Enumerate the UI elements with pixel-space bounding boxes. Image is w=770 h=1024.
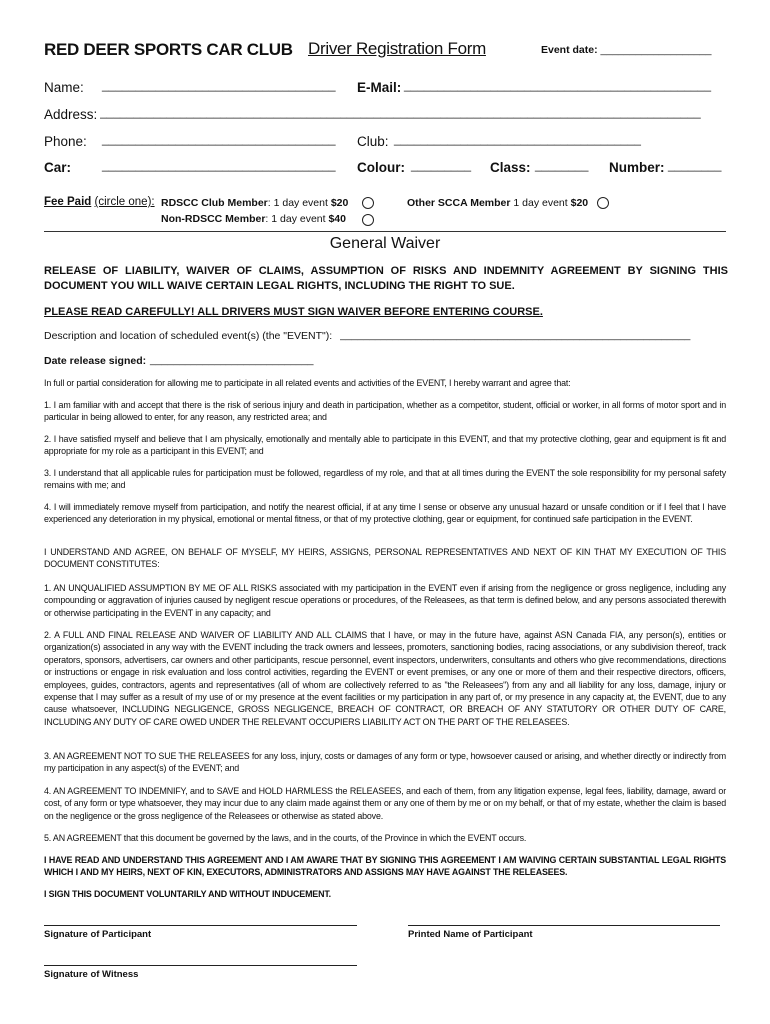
rdscc-option-text [161,197,348,209]
acknowledgement: I HAVE READ AND UNDERSTAND THIS AGREEMENT AND I AM AWARE THAT BY SIGNING THIS AGREEMENT I AM WAIVING CERTAIN SUBSTANTIAL LEGAL RIGHTS WHICH I AND MY HEIRS, NEXT OF KIN, EXECUTORS, ADMINISTRATORS AND ASSIGNS MAY HAVE AGAINST THE RELEASEES. [44,855,726,878]
name-label: Name: [44,80,84,95]
agreement-5: 5. AN AGREEMENT that this document be governed by the laws, and in the courts, of the Province in which the EVENT occurs. [44,833,527,843]
car-field[interactable]: ___________________________________ [102,158,336,172]
fee-paid-label [44,196,155,208]
class-label: Class: [490,160,531,175]
non-rdscc-detail: : 1 day event [265,213,326,225]
event-date-field[interactable] [541,44,711,56]
other-scca-detail: 1 day event [513,197,568,209]
car-label: Car: [44,160,72,175]
section-divider [44,231,726,232]
club-field[interactable]: _____________________________________ [394,132,641,146]
warranty-2: 2. I have satisfied myself and believe that I am physically, emotionally and mentally able to participate in this EVENT, and that my protective clothing, gear and equipment is fit and appropriate for my role as a participant in this EVENT; and [44,434,726,457]
read-carefully-notice: PLEASE READ CAREFULLY! ALL DRIVERS MUST SIGN WAIVER BEFORE ENTERING COURSE. [44,306,543,318]
class-field[interactable]: ________ [535,158,589,172]
rdscc-radio[interactable] [362,197,374,209]
printed-name-label: Printed Name of Participant [408,929,533,940]
colour-label: Colour: [357,160,405,175]
non-rdscc-price: $40 [328,213,346,225]
address-label: Address: [44,107,98,122]
name-field[interactable]: ___________________________________ [102,78,336,92]
warranty-1: 1. I am familiar with and accept that there is the risk of serious injury and death in participation, whether as a competitor, student, official or worker, in all forms of motor sport and in particular in being allowed to enter, for any reason, any restricted area; and [44,400,726,423]
description-field[interactable]: ____________________________________________________________ [340,329,691,341]
other-scca-option-text [407,197,588,209]
email-field[interactable]: ______________________________________________ [404,78,711,92]
warranty-4: 4. I will immediately remove myself from participation, and notify the nearest official, if at any time I sense or observe any unusual hazard or unsafe condition or if I feel that I have experienced any deterioration in my physical, emotional or mental fitness, or that of my protective clothing, gear or equipment, for continued safe participation in the EVENT. [44,502,726,525]
date-signed-field[interactable]: ____________________________ [150,354,314,366]
non-rdscc-option-text [161,213,346,225]
witness-signature-line[interactable] [44,965,357,966]
agreement-4: 4. AN AGREEMENT TO INDEMNIFY, and to SAVE and HOLD HARMLESS the RELEASEES, and each of them, from any litigation expense, legal fees, liability, damage, award or cost, of any form or type whatsoever, they may incur due to any claim made against them or any one of them by me or on my behalf, or that of my estate, whether the claim is based on the negligence or the gross negligence of the Releasees or otherwise as stated above. [44,786,726,821]
colour-field[interactable]: _________ [411,158,472,172]
form-title: Driver Registration Form [308,39,486,58]
club-name: RED DEER SPORTS CAR CLUB [44,40,293,59]
rdscc-label: RDSCC Club Member [161,197,268,209]
address-field[interactable]: __________________________________________________________________________________________ [100,105,701,119]
number-field[interactable]: ________ [668,158,722,172]
agreement-3: 3. AN AGREEMENT NOT TO SUE THE RELEASEES for any loss, injury, costs or damages of any form or type, howsoever caused or arising, and whether directly or indirectly from my participation in any aspect(s) of the EVENT; and [44,751,726,774]
voluntary-statement: I SIGN THIS DOCUMENT VOLUNTARILY AND WITHOUT INDUCEMENT. [44,889,331,899]
phone-label: Phone: [44,134,87,149]
date-signed-label: Date release signed: [44,355,147,367]
non-rdscc-radio[interactable] [362,214,374,226]
agreement-2: 2. A FULL AND FINAL RELEASE AND WAIVER OF LIABILITY AND ALL CLAIMS that I have, or may in the future have, against ASN Canada FIA, any person(s), entities or organization(s) associated in any way with the EVENT including the track owners and lessees, promoters, sanctioning bodies, racing associations, or any subdivision thereof, track operators, sponsors, advertisers, car owners and other participants, rescue personnel, event inspectors, underwriters, consultants and others who give recommendations, directions or instructions or engage in risk evaluation and loss control activities, regarding the EVENT or event premises, or any one or more of them and their respective directors, officers, employees, guides, contractors, agents and representatives (all of whom are collectively referred to as "the Releasees") from any and all liability for any loss, damage, injury or expense that I may suffer as a result of my use of or my presence at the event facilities or my participation in any part of, or my presence in any capacity at, the EVENT, due to any cause whatsoever, INCLUDING NEGLIGENCE, GROSS NEGLIGENCE, BREACH OF CONTRACT, OR BREACH OF ANY STATUTORY OR OTHER DUTY OF CARE, INCLUDING ANY DUTY OF CARE OWED UNDER THE RELEVANT OCCUPIERS LIABILITY ACT ON THE PART OF THE RELEASEES. [44,630,726,727]
agreement-1: 1. AN UNQUALIFIED ASSUMPTION BY ME OF ALL RISKS associated with my participation in the EVENT even if arising from the negligence or gross negligence, including any compounding or aggravation of injuries caused by negligent rescue operations or procedures, of the Releasees, as that term is defined below, and any persons associated therewith or otherwise participating in the EVENT in any capacity; and [44,583,726,618]
club-label: Club: [357,134,389,149]
phone-field[interactable]: ___________________________________ [102,132,336,146]
intro-paragraph: In full or partial consideration for allowing me to participate in all related events and activities of the EVENT, I hereby warrant and agree that: [44,378,571,388]
event-date-label: Event date: [541,44,598,56]
rdscc-price: $20 [330,197,349,209]
description-label: Description and location of scheduled event(s) (the "EVENT"): [44,330,333,342]
understand-paragraph: I UNDERSTAND AND AGREE, ON BEHALF OF MYSELF, MY HEIRS, ASSIGNS, PERSONAL REPRESENTATIVES AND NEXT OF KIN THAT MY EXECUTION OF THIS DOCUMENT CONSTITUTES: [44,547,726,570]
fee-paid-text: Fee Paid [44,196,92,208]
number-label: Number: [609,160,665,175]
participant-signature-label: Signature of Participant [44,929,152,940]
other-scca-radio[interactable] [597,197,609,209]
witness-signature-label: Signature of Witness [44,969,139,980]
release-heading: RELEASE OF LIABILITY, WAIVER OF CLAIMS, ASSUMPTION OF RISKS AND INDEMNITY AGREEMENT BY SIGNING THIS DOCUMENT YOU WILL WAIVE CERTAIN LEGAL RIGHTS, INCLUDING THE RIGHT TO SUE. [44,265,728,292]
rdscc-detail: : 1 day event [267,197,328,209]
warranty-3: 3. I understand that all applicable rules for participation must be followed, regardless of my role, and that at all times during the EVENT the sole responsibility for my personal safety remains with me; and [44,468,726,491]
other-scca-label: Other SCCA Member [407,197,511,209]
circle-one-text: (circle one): [94,196,155,208]
other-scca-price: $20 [570,197,589,209]
event-date-blank[interactable]: ___________________ [600,44,712,56]
participant-signature-line[interactable] [44,925,357,926]
waiver-title: General Waiver [329,235,441,252]
printed-name-line[interactable] [408,925,720,926]
email-label: E-Mail: [357,80,402,95]
non-rdscc-label: Non-RDSCC Member [161,213,266,225]
